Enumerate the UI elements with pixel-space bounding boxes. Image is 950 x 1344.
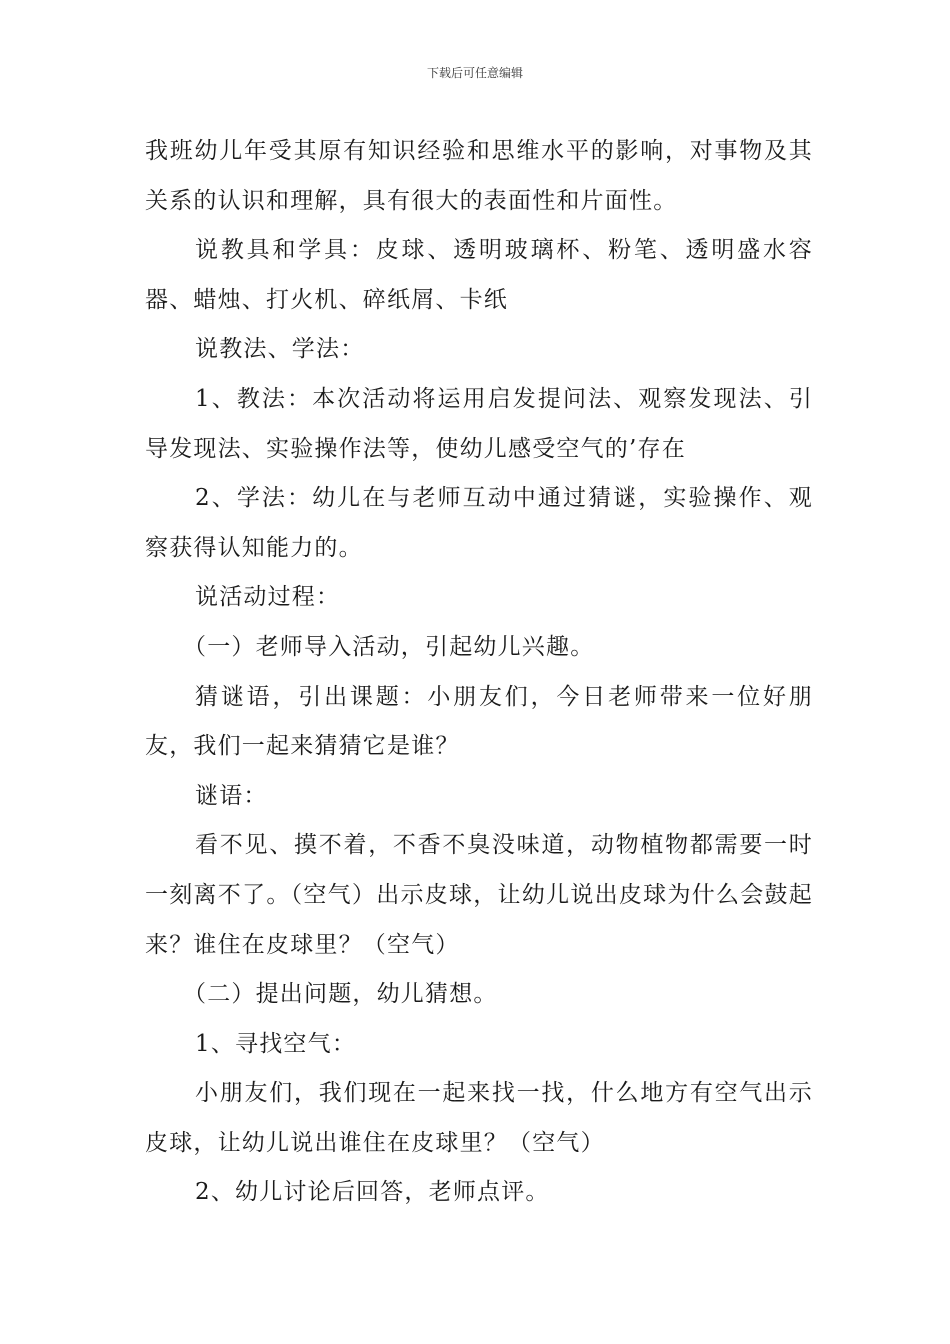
paragraph-process-heading: 说活动过程： — [195, 584, 341, 611]
paragraph-find-air-text: 小朋友们，我们现在一起来找一找，什么地方有空气出示皮球，让幼儿说出谁住在皮球里？（空气） — [145, 1080, 813, 1156]
page-header-note: 下载后可任意编辑 — [426, 66, 523, 80]
paragraph-teaching-materials: 说教具和学具：皮球、透明玻璃杯、粉笔、透明盛水容器、蜡烛、打火机、碎纸屑、卡纸 — [145, 237, 813, 313]
paragraph-step-one-heading: （一）老师导入活动，引起幼儿兴趣。 — [183, 633, 595, 660]
paragraph-intro-continuation: 我班幼儿年受其原有知识经验和思维水平的影响，对事物及其关系的认识和理解，具有很大的表面性和片面性。 — [145, 138, 813, 214]
paragraph-riddle-label: 谜语： — [195, 782, 268, 809]
paragraph-step-two-heading: （二）提出问题，幼儿猜想。 — [183, 981, 498, 1008]
paragraph-discussion: 2、幼儿讨论后回答，老师点评。 — [195, 1179, 550, 1206]
paragraph-learning-method: 2、学法：幼儿在与老师互动中通过猜谜，实验操作、观察获得认知能力的。 — [145, 485, 813, 561]
paragraph-find-air-heading: 1、寻找空气： — [195, 1030, 357, 1057]
paragraph-riddle-text: 看不见、摸不着，不香不臭没味道，动物植物都需要一时一刻离不了。（空气）出示皮球，让幼儿说出皮球为什么会鼓起来？谁住在皮球里？（空气） — [145, 832, 813, 958]
paragraph-methods-heading: 说教法、学法： — [195, 336, 365, 363]
paragraph-riddle-intro: 猜谜语，引出课题：小朋友们，今日老师带来一位好朋友，我们一起来猜猜它是谁？ — [145, 683, 813, 760]
document-body — [145, 127, 813, 1218]
paragraph-teaching-method: 1、教法：本次活动将运用启发提问法、观察发现法、引导发现法、实验操作法等，使幼儿感受空气的’存在 — [145, 385, 813, 462]
